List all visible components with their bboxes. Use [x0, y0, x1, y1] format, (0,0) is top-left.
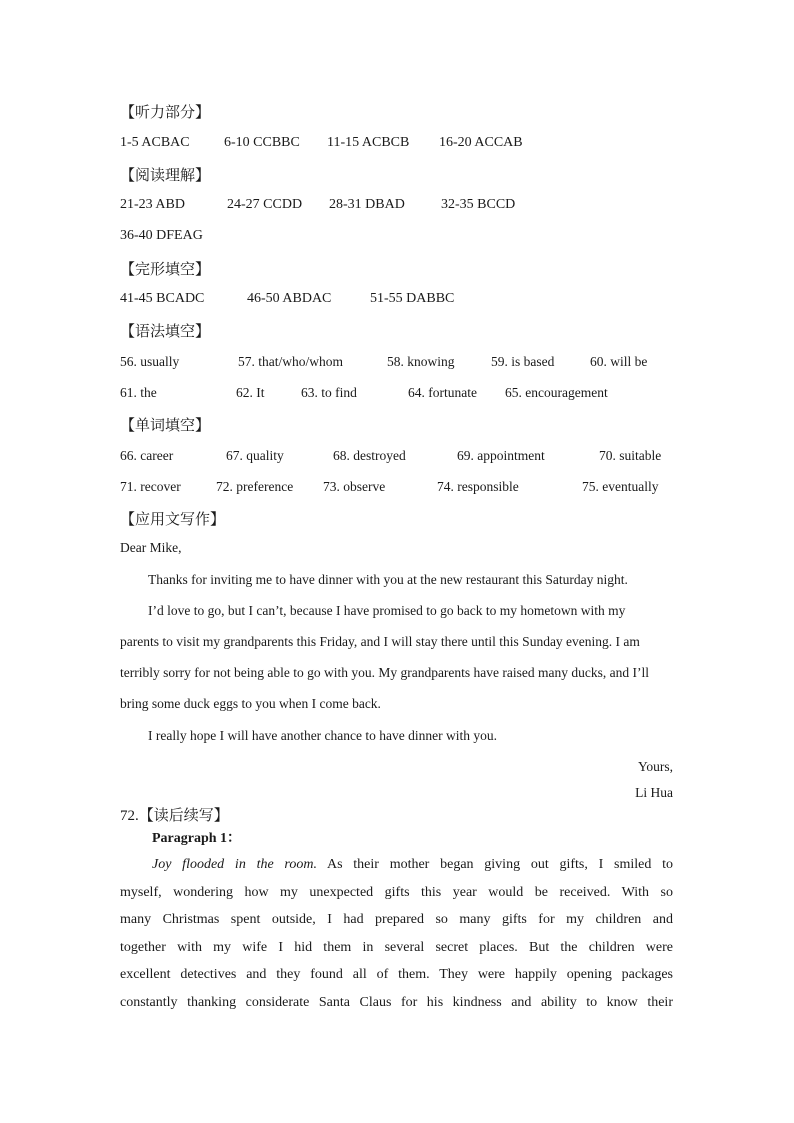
answer-item: 58. knowing — [387, 354, 455, 369]
essay-line: many Christmas spent outside, I had prepared so many gifts for my children and — [120, 912, 673, 928]
essay-line: together with my wife I hid them in several secret places. But the children were — [120, 939, 673, 955]
answer-item: 74. responsible — [437, 479, 519, 494]
answer-group: 21-23 ABD — [120, 197, 185, 212]
section-heading-continuation: 72.【读后续写】 — [120, 808, 229, 824]
answer-item: 66. career — [120, 448, 174, 463]
letter-paragraph-2-line: I’d love to go, but I can’t, because I have promised to go back to my hometown with my — [148, 603, 626, 618]
answer-item: 68. destroyed — [333, 448, 406, 463]
section-heading-reading: 【阅读理解】 — [120, 168, 211, 184]
section-heading-listening: 【听力部分】 — [120, 105, 211, 121]
letter-paragraph-1: Thanks for inviting me to have dinner with you at the new restaurant this Saturday night. — [148, 572, 628, 587]
answer-item: 71. recover — [120, 479, 181, 494]
answer-item: 72. preference — [216, 479, 294, 494]
essay-line: constantly thanking considerate Santa Claus for his kindness and ability to know their — [120, 994, 673, 1010]
letter-paragraph-3: I really hope I will have another chance to have dinner with you. — [148, 728, 497, 743]
section-heading-vocab: 【单词填空】 — [120, 418, 211, 434]
letter-paragraph-2-line: terribly sorry for not being able to go with you. My grandparents have raised many ducks, and I’ll — [120, 665, 649, 680]
answer-item: 75. eventually — [582, 479, 659, 494]
section-heading-grammar: 【语法填空】 — [120, 324, 211, 340]
answer-item: 69. appointment — [457, 448, 545, 463]
answer-item: 62. It — [236, 385, 265, 400]
section-heading-writing: 【应用文写作】 — [120, 512, 226, 528]
answer-item: 64. fortunate — [408, 385, 477, 400]
continuation-essay — [120, 851, 673, 1017]
letter-closing: Yours, — [637, 759, 673, 774]
essay-line: myself, wondering how my unexpected gifts this year would be received. With so — [120, 884, 673, 900]
paragraph-label: Paragraph 1： — [152, 831, 242, 846]
answer-group: 41-45 BCADC — [120, 291, 205, 306]
answer-item: 67. quality — [226, 448, 284, 463]
answer-item: 61. the — [120, 385, 157, 400]
answer-group: 46-50 ABDAC — [247, 291, 332, 306]
answer-item: 70. suitable — [599, 448, 662, 463]
letter-paragraph-2-line: parents to visit my grandparents this Friday, and I will stay there until this Sunday evening. I am — [120, 634, 640, 649]
essay-line-text: As their mother began giving out gifts, I smiled to — [326, 857, 673, 872]
answer-group: 36-40 DFEAG — [120, 228, 203, 243]
essay-line: excellent detectives and they found all of them. They were happily opening packages — [120, 967, 673, 983]
answer-group: 32-35 BCCD — [441, 197, 516, 212]
answer-group: 24-27 CCDD — [227, 197, 303, 212]
answer-item: 65. encouragement — [505, 385, 608, 400]
answer-group: 51-55 DABBC — [370, 291, 455, 306]
letter-paragraph-2-line: bring some duck eggs to you when I come back. — [120, 696, 381, 711]
answer-item: 56. usually — [120, 354, 180, 369]
letter-signature: Li Hua — [635, 785, 673, 800]
answer-group: 28-31 DBAD — [329, 197, 405, 212]
answer-item: 60. will be — [590, 354, 648, 369]
answer-group: 16-20 ACCAB — [439, 135, 523, 150]
essay-opening-sentence: Joy flooded in the room. — [152, 857, 317, 872]
answer-group: 11-15 ACBCB — [327, 135, 410, 150]
essay-line — [120, 851, 673, 879]
answer-group: 1-5 ACBAC — [120, 135, 190, 150]
answer-item: 59. is based — [491, 354, 555, 369]
answer-group: 6-10 CCBBC — [224, 135, 300, 150]
section-heading-cloze: 【完形填空】 — [120, 262, 211, 278]
answer-item: 73. observe — [323, 479, 386, 494]
letter-greeting: Dear Mike, — [120, 540, 182, 555]
answer-item: 57. that/who/whom — [238, 354, 343, 369]
answer-item: 63. to find — [301, 385, 357, 400]
